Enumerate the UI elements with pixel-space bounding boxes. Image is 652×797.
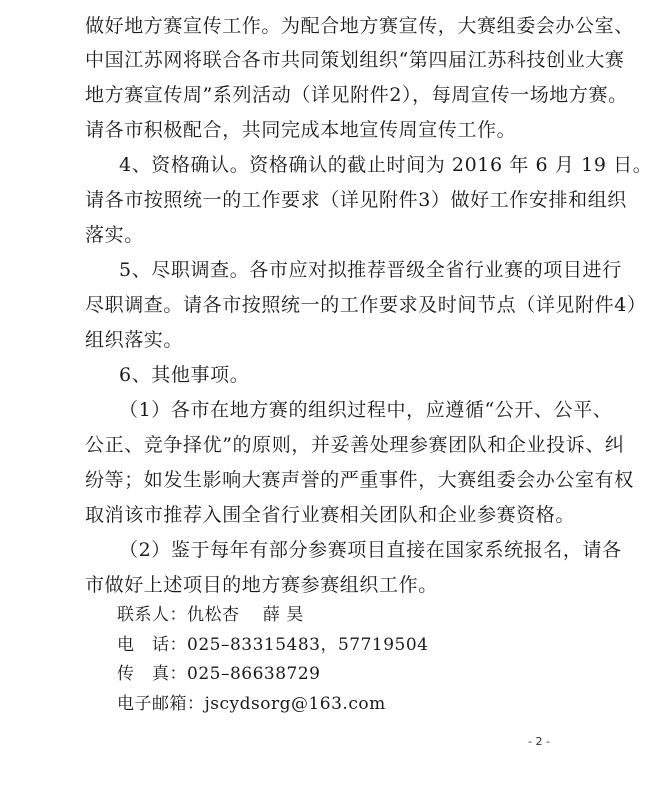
page-number: - 2 - [528, 735, 550, 748]
item-1-line-2: 公正、竞争择优”的原则，并妥善处理参赛团队和企业投诉、纠 [85, 434, 625, 456]
contact-person-row [117, 604, 304, 626]
item-1-line-1: （1）各市在地方赛的组织过程中，应遵循“公开、公平、 [119, 399, 613, 421]
body-line-10: 组织落实。 [85, 329, 184, 351]
contact-person-label: 联系人： [117, 605, 187, 625]
contact-email-row [117, 693, 386, 715]
item-1-line-4: 取消该市推荐入围全省行业赛相关团队和企业参赛资格。 [85, 504, 576, 526]
body-line-7: 落实。 [85, 224, 144, 246]
item-2-line-1: （2）鉴于每年有部分参赛项目直接在国家系统报名，请各 [119, 539, 622, 561]
contact-fax-label: 传 真： [117, 664, 187, 684]
body-line-6: 请各市按照统一的工作要求（详见附件3）做好工作安排和组织 [85, 189, 627, 211]
contact-fax-row [117, 663, 320, 685]
contact-email-label: 电子邮箱： [117, 694, 205, 714]
body-line-3: 地方赛宣传周”系列活动（详见附件2），每周宣传一场地方赛。 [85, 84, 628, 106]
section-6-heading-line: 6、其他事项。 [119, 364, 250, 386]
contact-person-value: 仇松杏 薛 昊 [187, 605, 304, 625]
body-line-2: 中国江苏网将联合各市共同策划组织“第四届江苏科技创业大赛 [85, 49, 625, 71]
body-line-9: 尽职调查。请各市按照统一的工作要求及时间节点（详见附件4） [85, 294, 647, 316]
section-4-heading-line: 4、资格确认。资格确认的截止时间为 2016 年 6 月 19 日。 [119, 154, 652, 176]
contact-fax-value: 025–86638729 [187, 664, 321, 684]
contact-phone-row [117, 634, 429, 656]
body-line-4: 请各市积极配合，共同完成本地宣传周宣传工作。 [85, 119, 517, 141]
item-2-line-2: 市做好上述项目的地方赛参赛组织工作。 [85, 574, 438, 596]
contact-phone-value: 025–83315483，57719504 [187, 635, 429, 655]
contact-phone-label: 电 话： [117, 635, 187, 655]
item-1-line-3: 纷等；如发生影响大赛声誉的严重事件，大赛组委会办公室有权 [85, 469, 634, 491]
contact-email-value: jscydsorg@163.com [204, 694, 386, 714]
section-5-heading-line: 5、尽职调查。各市应对拟推荐晋级全省行业赛的项目进行 [119, 259, 622, 281]
body-line-1: 做好地方赛宣传工作。为配合地方赛宣传，大赛组委会办公室、 [85, 15, 634, 37]
